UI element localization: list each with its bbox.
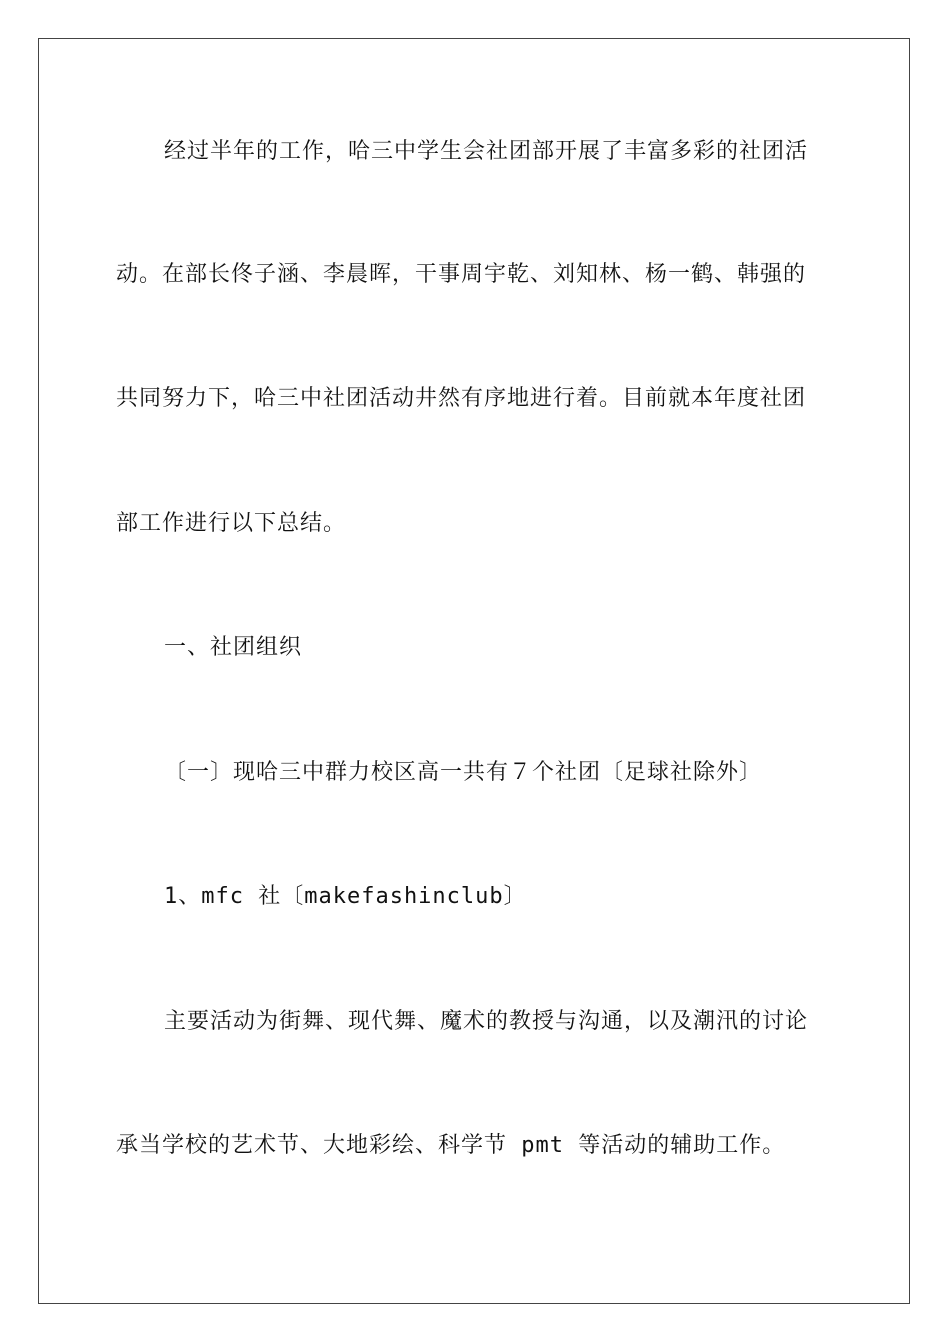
section-heading: 一、社团组织 xyxy=(164,635,303,660)
paragraph-intro-line-2: 动。在部长佟子涵、李晨晖，干事周宇乾、刘知林、杨一鹤、韩强的 xyxy=(116,262,807,287)
paragraph-intro-line-4: 部工作进行以下总结。 xyxy=(116,511,347,536)
club-description-line-2: 承当学校的艺术节、大地彩绘、科学节 pmt 等活动的辅助工作。 xyxy=(116,1133,786,1158)
paragraph-intro-line-1: 经过半年的工作，哈三中学生会社团部开展了丰富多彩的社团活 xyxy=(164,139,809,164)
subsection-heading: 〔一〕现哈三中群力校区高一共有７个社团〔足球社除外〕 xyxy=(164,760,763,785)
club-description-line-1: 主要活动为街舞、现代舞、魔术的教授与沟通，以及潮汛的讨论 xyxy=(164,1009,809,1034)
club-item-heading: 1、mfc 社〔makefashinclub〕 xyxy=(164,884,527,909)
page-frame xyxy=(38,38,910,1304)
paragraph-intro-line-3: 共同努力下，哈三中社团活动井然有序地进行着。目前就本年度社团 xyxy=(116,386,807,411)
